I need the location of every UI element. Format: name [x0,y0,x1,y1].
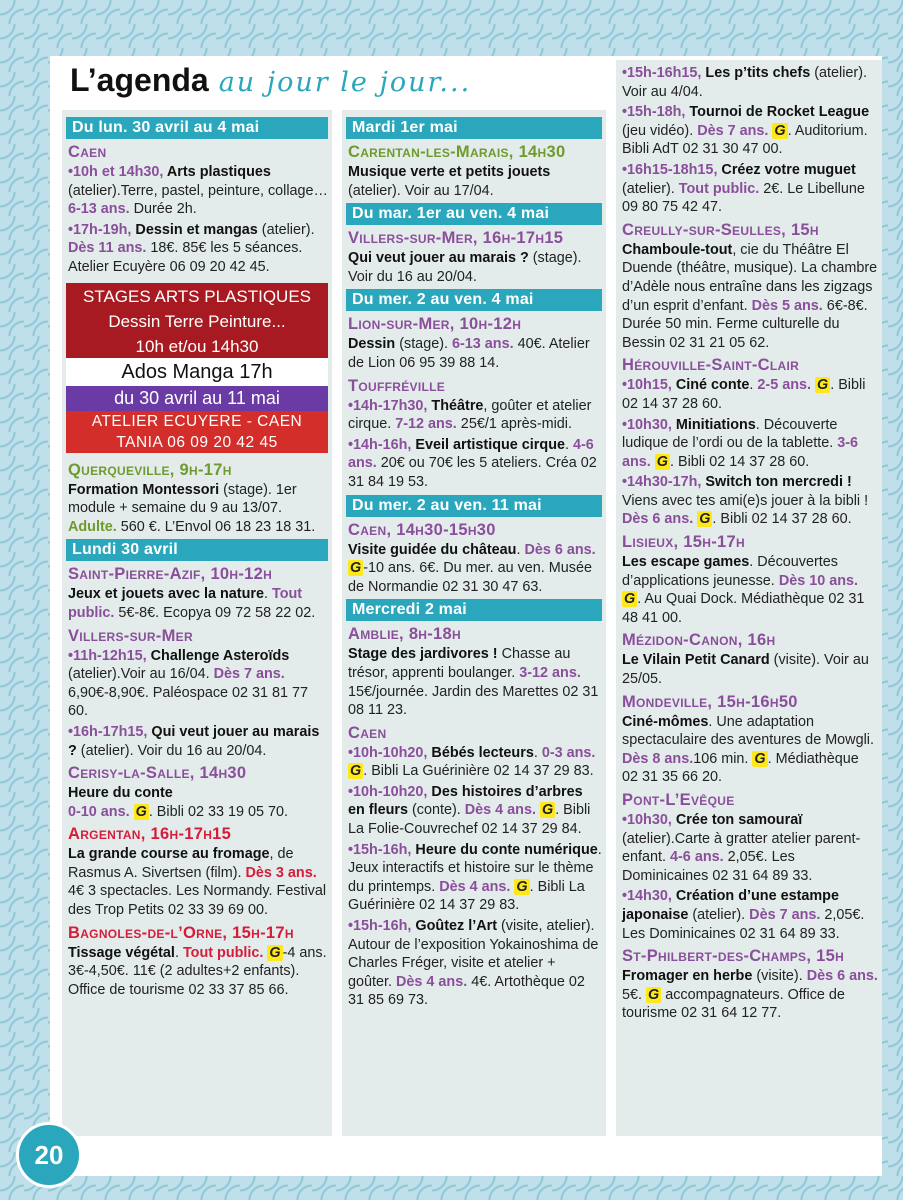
gratuit-badge: G [269,944,281,961]
town-name: Carentan-les-Marais, 14h30 [348,143,566,161]
town-name: Caen [68,143,107,161]
town-name: Villers-sur-Mer, 16h-17h15 [348,229,564,248]
date-header: Du mer. 2 au ven. 4 mai [346,289,602,311]
town-name: Cerisy-la-Salle, 14h30 [68,764,247,783]
title-script: au jour le jour... [218,67,472,98]
town-name: Villers-sur-Mer [68,626,193,645]
gratuit-badge: G [516,878,528,895]
event-entry: Jeux et jouets avec la nature. Tout public. 5€-8€. Ecopya 09 72 58 22 02. [68,586,316,621]
column-3 [616,60,882,1136]
column-1 [62,110,332,1136]
date-header: Du mer. 2 au ven. 11 mai [346,495,602,517]
advert-line: STAGES ARTS PLASTIQUES [66,283,328,308]
advert-banner [66,283,328,453]
town-name: Bagnoles-de-l’Orne, 15h-17h [68,923,294,942]
advert-line: du 30 avril au 11 mai [66,386,328,411]
event-entry: Le Vilain Petit Canard (visite). Voir au 25/05. [622,652,869,688]
town-name: Pont-L’Evêque [622,791,735,809]
page-title [70,62,471,102]
advert-line: Ados Manga 17h [66,358,328,386]
town-name: Hérouville-Saint-Clair [622,356,800,375]
event-entry: •15h-16h15, Les p’tits chefs (atelier). Voir au 4/04. [622,65,867,100]
gratuit-badge: G [624,591,636,608]
event-entry: Qui veut jouer au marais ? (stage). Voir du 16 au 20/04. [348,250,582,285]
town-name: Touffréville [348,376,446,395]
town-name: Lisieux, 15h-17h [622,533,745,552]
town-name: Caen [348,723,387,742]
event-entry: •14h-16h, Eveil artistique cirque. 4-6 ans. 20€ ou 70€ les 5 ateliers. Créa 02 31 84 19 53. [348,436,597,490]
advert-line: TANIA 06 09 20 42 45 [66,432,328,453]
event-entry: •10h et 14h30, Arts plastiques (atelier).Terre, pastel, peinture, collage… 6-13 ans. Durée 2h. [68,164,328,218]
gratuit-badge: G [350,560,362,577]
event-entry: Musique verte et petits jouets (atelier). Voir au 17/04. [348,164,551,199]
gratuit-badge: G [817,377,829,394]
event-entry: La grande course au fromage, de Rasmus A. Sivertsen (film). Dès 3 ans. 4€ 3 spectacles. Les Normandy. Festival des Trop Petits 02 33 39 69 00. [68,846,327,919]
event-entry: Fromager en herbe (visite). Dès 6 ans. 5€. G accompagnateurs. Office de tourisme 02 31 64 12 77. [622,968,878,1022]
town-name: Amblie, 8h-18h [348,625,461,644]
town-name: Saint-Pierre-Azif, 10h-12h [68,565,273,584]
gratuit-badge: G [754,750,766,767]
town-name: Mondeville, 15h-16h50 [622,692,798,711]
event-entry: •14h30, Création d’une estampe japonaise (atelier). Dès 7 ans. 2,05€. Les Dominicaines 02 31 64 89 33. [622,888,865,942]
event-entry: Stage des jardivores ! Chasse au trésor, apprenti boulanger. 3-12 ans. 15€/journée. Jardin des Marettes 02 31 08 11 23. [348,646,599,719]
event-entry: Chamboule-tout, cie du Théâtre El Duende (théâtre, musique). La chambre d’Adèle nous entraîne dans les zigzags d’un esprit d’enfant. Dès 5 ans. 6€-8€. Durée 50 min. Ferme culturelle du Bessin 02 31 21 05 62. [622,241,878,351]
event-entry: •15h-18h, Tournoi de Rocket League (jeu vidéo). Dès 7 ans. G . Auditorium. Bibli AdT 02 31 30 47 00. [622,104,870,158]
gratuit-badge: G [135,803,147,820]
column-2 [342,110,606,1136]
event-entry: Tissage végétal. Tout public. G -4 ans. 3€-4,50€. 11€ (2 adultes+2 enfants). Office de tourisme 02 33 37 85 66. [68,944,327,998]
event-entry: Visite guidée du château. Dès 6 ans. G -10 ans. 6€. Du mer. au ven. Musée de Normandie 02 31 30 47 63. [348,541,596,595]
event-entry: •15h-16h, Heure du conte numérique. Jeux interactifs et histoire sur le thème du printemps. Dès 4 ans. G . Bibli La Guérinière 02 14 37 29 83. [348,841,602,914]
event-entry: •10h-10h20, Des histoires d’arbres en fleurs (conte). Dès 4 ans. G . Bibli La Folie-Couvrechef 02 14 37 29 84. [348,783,591,838]
date-header: Lundi 30 avril [66,539,328,561]
event-entry: •16h-17h15, Qui veut jouer au marais ? (atelier). Voir du 16 au 20/04. [68,723,320,759]
town-name: Querqueville, 9h-17h [68,460,232,479]
page-number: 20 [16,1122,82,1188]
event-entry: Les escape games. Découvertes d’applications jeunesse. Dès 10 ans. G . Au Quai Dock. Médiathèque 02 31 48 41 00. [622,554,865,626]
gratuit-badge: G [656,453,668,470]
event-entry: •17h-19h, Dessin et mangas (atelier). Dès 11 ans. 18€. 85€ les 5 séances. Atelier Ecuyère 06 09 20 42 45. [68,221,315,275]
town-name: Caen, 14h30-15h30 [348,520,496,539]
gratuit-badge: G [648,986,660,1003]
event-entry: •10h15, Ciné conte. 2-5 ans. G . Bibli 02 14 37 28 60. [622,377,866,412]
event-entry: •10h30, Minitiations. Découverte ludique de l’ordi ou de la tablette. 3-6 ans. G . Bibli 02 14 37 28 60. [622,416,859,470]
gratuit-badge: G [350,763,362,780]
event-entry: Ciné-mômes. Une adaptation spectaculaire des aventures de Mowgli. Dès 8 ans.106 min. G . Médiathèque 02 31 35 66 20. [622,713,874,786]
date-header: Mardi 1er mai [346,117,602,139]
event-entry: •11h-12h15, Challenge Asteroïds (atelier).Voir au 16/04. Dès 7 ans. 6,90€-8,90€. Paléospace 02 31 81 77 60. [68,647,309,720]
event-entry: •14h-17h30, Théâtre, goûter et atelier cirque. 7-12 ans. 25€/1 après-midi. [348,397,592,433]
date-header: Du mar. 1er au ven. 4 mai [346,203,602,225]
event-entry: •14h30-17h, Switch ton mercredi ! Viens avec tes ami(e)s jouer à la bibli ! Dès 6 ans. G . Bibli 02 14 37 28 60. [622,474,869,528]
event-entry: •16h15-18h15, Créez votre muguet (atelier). Tout public. 2€. Le Libellune 09 80 75 42 47. [622,161,865,216]
event-entry: Heure du conte 0-10 ans. G . Bibli 02 33 19 05 70. [68,785,289,820]
date-header: Mercredi 2 mai [346,599,602,621]
advert-line: Dessin Terre Peinture... [66,308,328,333]
date-header: Du lun. 30 avril au 4 mai [66,117,328,139]
town-name: St-Philbert-des-Champs, 15h [622,947,845,966]
event-entry: •10h-10h20, Bébés lecteurs. 0-3 ans. G . Bibli La Guérinière 02 14 37 29 83. [348,744,596,780]
gratuit-badge: G [774,122,786,139]
event-entry: •10h30, Crée ton samouraï (atelier).Carte à gratter atelier parent-enfant. 4-6 ans. 2,05€. Les Dominicaines 02 31 64 89 33. [622,812,861,884]
event-entry: •15h-16h, Goûtez l’Art (visite, atelier). Autour de l’exposition Yokainoshima de Charles Fréger, visite et atelier + goûter. Dès 4 ans. 4€. Artothèque 02 31 85 69 73. [348,918,599,1009]
gratuit-badge: G [699,511,711,528]
advert-line: 10h et/ou 14h30 [66,333,328,358]
town-name: Mézidon-Canon, 16h [622,631,776,650]
title-main: L’agenda [70,62,209,98]
gratuit-badge: G [541,802,554,819]
town-name: Argentan, 16h-17h15 [68,825,232,844]
advert-line: ATELIER ECUYERE - CAEN [66,411,328,432]
event-entry: Dessin (stage). 6-13 ans. 40€. Atelier de Lion 06 95 39 88 14. [348,336,590,371]
town-name: Creully-sur-Seulles, 15h [622,220,819,239]
event-entry: Formation Montessori (stage). 1er module + semaine du 9 au 13/07. Adulte. 560 €. L’Envol 06 18 23 18 31. [68,481,316,535]
town-name: Lion-sur-Mer, 10h-12h [348,315,522,334]
